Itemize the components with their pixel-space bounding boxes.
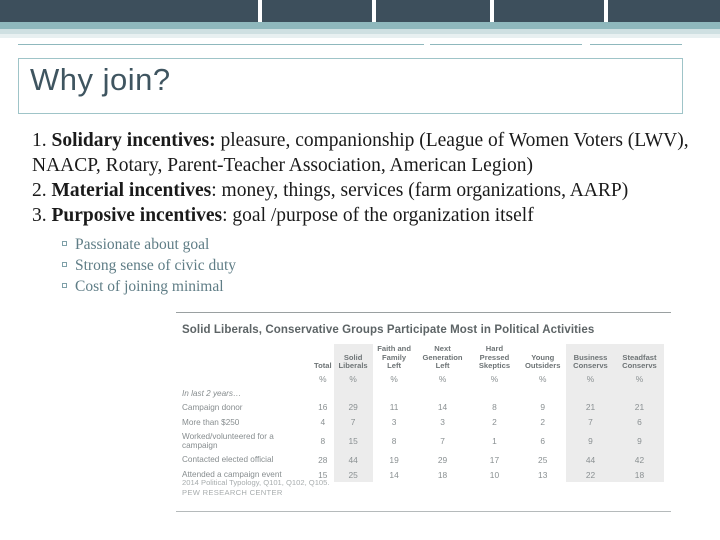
table-cell: 4 bbox=[320, 417, 326, 428]
table-cell: 21 bbox=[615, 400, 664, 415]
column-header: Solid Liberals bbox=[334, 344, 373, 372]
table-row bbox=[180, 400, 664, 415]
figure-org: PEW RESEARCH CENTER bbox=[182, 488, 283, 497]
table-cell: 9 bbox=[566, 430, 615, 453]
header-band-notch-3 bbox=[490, 0, 494, 22]
table-cell: 8 bbox=[391, 436, 397, 447]
list-item bbox=[62, 234, 692, 255]
unit-cell: % bbox=[438, 373, 447, 384]
table-cell: 29 bbox=[437, 454, 448, 465]
unit-cell: % bbox=[334, 372, 373, 387]
table-cell: 8 bbox=[320, 436, 326, 447]
column-header: Business Conservs bbox=[566, 344, 615, 372]
table-row bbox=[180, 452, 664, 467]
column-header-blank bbox=[180, 344, 312, 372]
unit-cell: % bbox=[490, 373, 499, 384]
table-cell: 29 bbox=[334, 400, 373, 415]
unit-cell: % bbox=[319, 373, 327, 384]
column-header: Hard Pressed Skeptics bbox=[478, 344, 511, 370]
header-band-notch-1 bbox=[258, 0, 262, 22]
table-cell: 44 bbox=[334, 452, 373, 467]
figure-source: 2014 Political Typology, Q101, Q102, Q105. bbox=[182, 478, 330, 487]
figure-title: Solid Liberals, Conservative Groups Participate Most in Political Activities bbox=[182, 324, 595, 336]
table-cell: 2 bbox=[540, 417, 546, 428]
table-cell: 9 bbox=[615, 430, 664, 453]
list-item-text: : money, things, services (farm organizations, AARP) bbox=[211, 180, 629, 201]
row-label: Campaign donor bbox=[182, 402, 243, 412]
unit-cell: % bbox=[566, 372, 615, 387]
column-header: Steadfast Conservs bbox=[615, 344, 664, 372]
list-item bbox=[32, 178, 692, 203]
header-stripe-tertiary bbox=[0, 34, 720, 38]
slide-body bbox=[32, 128, 692, 297]
column-header: Next Generation Left bbox=[422, 344, 463, 370]
square-bullet-icon bbox=[62, 262, 67, 267]
list-item bbox=[32, 128, 692, 178]
list-item-text: : goal /purpose of the organization itself bbox=[222, 205, 534, 226]
spacer-cell bbox=[519, 386, 566, 400]
table-cell: 44 bbox=[566, 452, 615, 467]
spacer-cell bbox=[470, 386, 520, 400]
table-cell: 8 bbox=[492, 402, 497, 413]
unit-cell-blank bbox=[180, 372, 312, 387]
unit-cell: % bbox=[538, 373, 547, 384]
header-rule-right bbox=[590, 44, 682, 45]
list-item-term: Solidary incentives: bbox=[51, 130, 216, 151]
column-header: Total bbox=[314, 361, 332, 370]
table-cell: 19 bbox=[389, 454, 399, 465]
table-cell: 14 bbox=[389, 469, 399, 480]
table-cell: 15 bbox=[318, 469, 328, 480]
table-cell: 21 bbox=[566, 400, 615, 415]
table-cell: 3 bbox=[440, 417, 445, 428]
table-cell: 1 bbox=[492, 436, 497, 447]
column-header: Young Outsiders bbox=[524, 352, 561, 370]
header-band-notch-4 bbox=[604, 0, 608, 22]
square-bullet-icon bbox=[62, 241, 67, 246]
table-cell: 18 bbox=[615, 467, 664, 482]
table-cell: 9 bbox=[540, 402, 546, 413]
table-section-note-row bbox=[180, 386, 664, 400]
table-cell: 10 bbox=[489, 469, 500, 480]
table-row bbox=[180, 415, 664, 430]
table-header-row bbox=[180, 344, 664, 372]
poll-table-figure bbox=[168, 312, 674, 512]
unit-cell: % bbox=[390, 373, 398, 384]
figure-top-rule bbox=[176, 312, 671, 313]
list-item-term: Material incentives bbox=[51, 180, 212, 201]
sub-list bbox=[62, 234, 692, 297]
spacer-cell bbox=[334, 386, 373, 400]
spacer-cell bbox=[416, 386, 470, 400]
figure-footnote bbox=[182, 478, 329, 498]
column-header: Faith and Family Left bbox=[377, 344, 411, 370]
list-item bbox=[32, 203, 692, 228]
sub-list-item-label: Passionate about goal bbox=[75, 236, 210, 253]
sub-list-item-label: Strong sense of civic duty bbox=[75, 257, 237, 274]
table-cell: 7 bbox=[440, 436, 445, 447]
table-cell: 11 bbox=[389, 402, 399, 413]
list-item bbox=[62, 255, 692, 276]
table-cell: 28 bbox=[318, 454, 328, 465]
table-cell: 42 bbox=[615, 452, 664, 467]
page-title: Why join? bbox=[30, 62, 171, 97]
list-item-number: 1. bbox=[32, 130, 47, 151]
table-cell: 15 bbox=[334, 430, 373, 453]
table-cell: 18 bbox=[437, 469, 448, 480]
list-item-number: 2. bbox=[32, 180, 47, 201]
table-cell: 6 bbox=[615, 415, 664, 430]
row-label: More than $250 bbox=[182, 417, 240, 427]
spacer-cell bbox=[615, 386, 664, 400]
table-cell: 22 bbox=[566, 467, 615, 482]
table-cell: 17 bbox=[489, 454, 500, 465]
list-item-text: pleasure, companionship (League of Women Voters (LWV), NAACP, Rotary, Parent-Teacher Association, American Legion) bbox=[32, 130, 689, 176]
spacer-cell bbox=[373, 386, 416, 400]
square-bullet-icon bbox=[62, 283, 67, 288]
table-cell: 16 bbox=[318, 402, 328, 413]
list-item-term: Purposive incentives bbox=[51, 205, 223, 226]
sub-list-item-label: Cost of joining minimal bbox=[75, 278, 224, 295]
table-cell: 3 bbox=[391, 417, 397, 428]
row-label: Worked/volunteered for a campaign bbox=[182, 432, 274, 451]
unit-cell: % bbox=[615, 372, 664, 387]
header-band bbox=[0, 0, 720, 22]
header-stripe-primary bbox=[0, 22, 720, 29]
header-rule-mid bbox=[430, 44, 582, 45]
list-item bbox=[62, 276, 692, 297]
header-rule-left bbox=[18, 44, 424, 45]
table-cell: 25 bbox=[538, 454, 548, 465]
header-band-notch-2 bbox=[372, 0, 376, 22]
section-note: In last 2 years… bbox=[182, 388, 242, 398]
spacer-cell bbox=[566, 386, 615, 400]
list-item-number: 3. bbox=[32, 205, 47, 226]
spacer-cell bbox=[312, 386, 334, 400]
table-cell: 25 bbox=[334, 467, 373, 482]
table-cell: 7 bbox=[566, 415, 615, 430]
row-label: Attended a campaign event bbox=[182, 470, 282, 480]
table-unit-row bbox=[180, 372, 664, 387]
table-cell: 6 bbox=[540, 436, 546, 447]
table-row bbox=[180, 430, 664, 453]
poll-table bbox=[180, 344, 664, 482]
figure-bottom-rule bbox=[176, 511, 671, 512]
table-cell: 2 bbox=[492, 417, 497, 428]
table-cell: 14 bbox=[437, 402, 448, 413]
row-label: Contacted elected official bbox=[182, 455, 274, 465]
table-cell: 7 bbox=[334, 415, 373, 430]
table-cell: 13 bbox=[538, 469, 548, 480]
